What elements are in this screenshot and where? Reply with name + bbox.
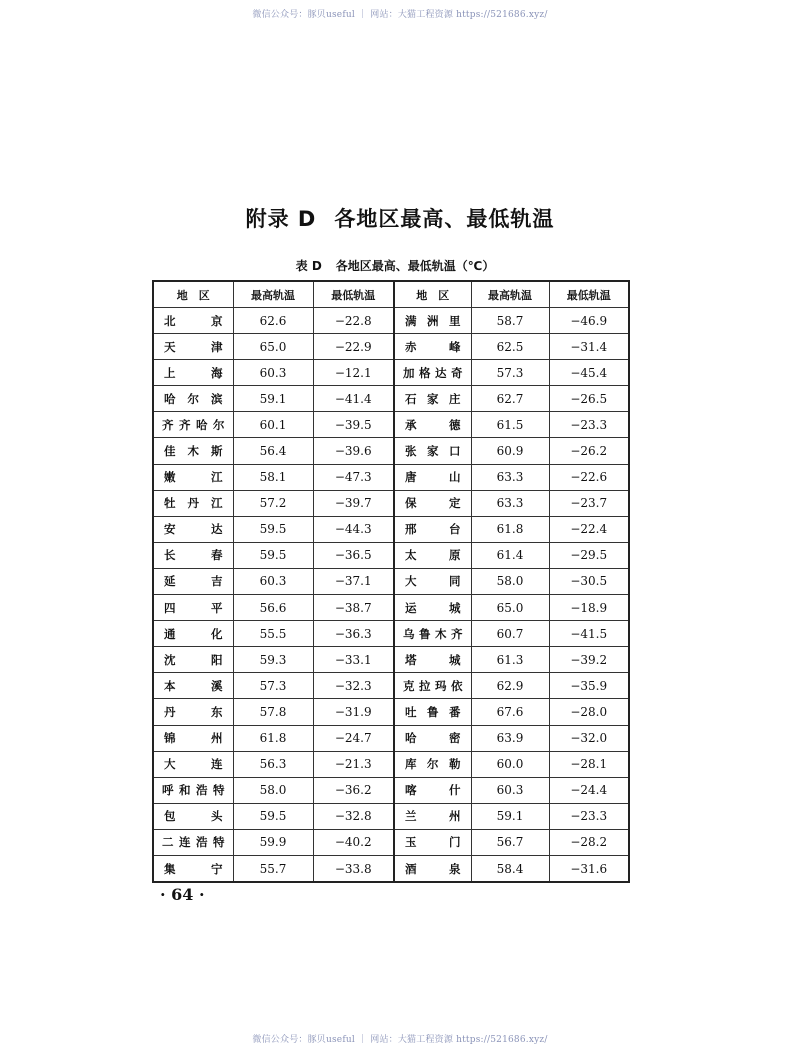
max-temp-cell: 65.0 [471,595,549,621]
region-cell: 丹东 [153,699,233,725]
min-temp-cell: −26.5 [549,386,629,412]
max-temp-cell: 63.3 [471,464,549,490]
min-temp-cell: −28.0 [549,699,629,725]
min-temp-cell: −23.3 [549,803,629,829]
max-temp-cell: 60.0 [471,751,549,777]
region-cell: 库尔勒 [394,751,471,777]
region-cell: 集宁 [153,855,233,882]
min-temp-cell: −23.3 [549,412,629,438]
appendix-title: 各地区最高、最低轨温 [334,207,555,231]
table-row [153,568,629,594]
table-row [153,829,629,855]
header-min-temp-left: 最低轨温 [313,281,394,308]
region-cell: 上海 [153,360,233,386]
min-temp-cell: −39.6 [313,438,394,464]
table-caption-text: 各地区最高、最低轨温（℃） [335,259,495,273]
min-temp-cell: −41.5 [549,621,629,647]
min-temp-cell: −36.5 [313,542,394,568]
max-temp-cell: 61.4 [471,542,549,568]
table-row [153,490,629,516]
table-row [153,464,629,490]
region-cell: 哈尔滨 [153,386,233,412]
max-temp-cell: 61.5 [471,412,549,438]
max-temp-cell: 60.7 [471,621,549,647]
max-temp-cell: 58.7 [471,308,549,334]
table-row [153,855,629,882]
region-cell: 喀什 [394,777,471,803]
min-temp-cell: −32.0 [549,725,629,751]
region-cell: 塔城 [394,647,471,673]
max-temp-cell: 60.3 [233,568,313,594]
max-temp-cell: 58.4 [471,855,549,882]
region-cell: 安达 [153,516,233,542]
max-temp-cell: 60.9 [471,438,549,464]
table-label: 表 D [295,259,322,273]
page-title [0,203,800,233]
region-cell: 本溪 [153,673,233,699]
watermark-top: 微信公众号：豚贝useful ｜ 网站：大猫工程资源 https://521686.xyz/ [252,10,548,20]
region-cell: 赤峰 [394,334,471,360]
min-temp-cell: −45.4 [549,360,629,386]
region-cell: 克拉玛依 [394,673,471,699]
max-temp-cell: 59.5 [233,542,313,568]
header-max-temp-right: 最高轨温 [471,281,549,308]
max-temp-cell: 59.9 [233,829,313,855]
max-temp-cell: 62.7 [471,386,549,412]
max-temp-cell: 58.0 [471,568,549,594]
min-temp-cell: −21.3 [313,751,394,777]
max-temp-cell: 65.0 [233,334,313,360]
region-cell: 四平 [153,595,233,621]
region-cell: 玉门 [394,829,471,855]
max-temp-cell: 57.8 [233,699,313,725]
min-temp-cell: −39.5 [313,412,394,438]
max-temp-cell: 57.3 [233,673,313,699]
min-temp-cell: −46.9 [549,308,629,334]
region-cell: 邢台 [394,516,471,542]
min-temp-cell: −39.2 [549,647,629,673]
min-temp-cell: −28.2 [549,829,629,855]
region-cell: 承德 [394,412,471,438]
region-cell: 牡丹江 [153,490,233,516]
table-caption [0,257,790,274]
min-temp-cell: −39.7 [313,490,394,516]
table-row [153,542,629,568]
max-temp-cell: 61.8 [233,725,313,751]
region-cell: 沈阳 [153,647,233,673]
min-temp-cell: −37.1 [313,568,394,594]
appendix-label: 附录 D [245,207,317,231]
min-temp-cell: −40.2 [313,829,394,855]
table-row [153,647,629,673]
min-temp-cell: −47.3 [313,464,394,490]
max-temp-cell: 58.0 [233,777,313,803]
min-temp-cell: −31.4 [549,334,629,360]
max-temp-cell: 56.7 [471,829,549,855]
max-temp-cell: 61.3 [471,647,549,673]
max-temp-cell: 59.1 [471,803,549,829]
min-temp-cell: −33.8 [313,855,394,882]
min-temp-cell: −36.2 [313,777,394,803]
region-cell: 乌鲁木齐 [394,621,471,647]
region-cell: 嫩江 [153,464,233,490]
table-row [153,751,629,777]
min-temp-cell: −22.4 [549,516,629,542]
region-cell: 天津 [153,334,233,360]
table-row [153,595,629,621]
min-temp-cell: −24.7 [313,725,394,751]
region-cell: 通化 [153,621,233,647]
region-cell: 吐鲁番 [394,699,471,725]
table-header-row [153,281,629,308]
table-row [153,412,629,438]
region-cell: 兰州 [394,803,471,829]
table-row [153,673,629,699]
min-temp-cell: −32.8 [313,803,394,829]
min-temp-cell: −28.1 [549,751,629,777]
header-max-temp-left: 最高轨温 [233,281,313,308]
min-temp-cell: −41.4 [313,386,394,412]
watermark-bottom: 微信公众号：豚贝useful ｜ 网站：大猫工程资源 https://521686.xyz/ [252,1035,548,1045]
table-row [153,308,629,334]
region-cell: 延吉 [153,568,233,594]
min-temp-cell: −29.5 [549,542,629,568]
region-cell: 运城 [394,595,471,621]
region-cell: 哈密 [394,725,471,751]
region-cell: 唐山 [394,464,471,490]
region-cell: 佳木斯 [153,438,233,464]
max-temp-cell: 63.3 [471,490,549,516]
max-temp-cell: 59.5 [233,516,313,542]
region-cell: 大同 [394,568,471,594]
min-temp-cell: −12.1 [313,360,394,386]
table-row [153,621,629,647]
max-temp-cell: 60.3 [471,777,549,803]
max-temp-cell: 62.9 [471,673,549,699]
max-temp-cell: 62.6 [233,308,313,334]
max-temp-cell: 63.9 [471,725,549,751]
region-cell: 北京 [153,308,233,334]
region-cell: 满洲里 [394,308,471,334]
min-temp-cell: −44.3 [313,516,394,542]
min-temp-cell: −18.9 [549,595,629,621]
table-row [153,725,629,751]
region-cell: 锦州 [153,725,233,751]
region-cell: 长春 [153,542,233,568]
min-temp-cell: −38.7 [313,595,394,621]
min-temp-cell: −31.9 [313,699,394,725]
min-temp-cell: −23.7 [549,490,629,516]
max-temp-cell: 55.7 [233,855,313,882]
min-temp-cell: −22.9 [313,334,394,360]
max-temp-cell: 60.1 [233,412,313,438]
max-temp-cell: 60.3 [233,360,313,386]
region-cell: 齐齐哈尔 [153,412,233,438]
min-temp-cell: −22.8 [313,308,394,334]
max-temp-cell: 61.8 [471,516,549,542]
rail-temperature-table [152,280,630,883]
max-temp-cell: 57.3 [471,360,549,386]
min-temp-cell: −31.6 [549,855,629,882]
header-min-temp-right: 最低轨温 [549,281,629,308]
max-temp-cell: 55.5 [233,621,313,647]
table-row [153,777,629,803]
table-row [153,516,629,542]
region-cell: 呼和浩特 [153,777,233,803]
min-temp-cell: −36.3 [313,621,394,647]
min-temp-cell: −30.5 [549,568,629,594]
min-temp-cell: −24.4 [549,777,629,803]
table-row [153,699,629,725]
max-temp-cell: 59.1 [233,386,313,412]
region-cell: 酒泉 [394,855,471,882]
region-cell: 保定 [394,490,471,516]
table-row [153,360,629,386]
min-temp-cell: −26.2 [549,438,629,464]
max-temp-cell: 58.1 [233,464,313,490]
max-temp-cell: 56.6 [233,595,313,621]
table-row [153,386,629,412]
region-cell: 二连浩特 [153,829,233,855]
max-temp-cell: 59.3 [233,647,313,673]
table-row [153,803,629,829]
max-temp-cell: 57.2 [233,490,313,516]
region-cell: 包头 [153,803,233,829]
max-temp-cell: 56.3 [233,751,313,777]
max-temp-cell: 67.6 [471,699,549,725]
min-temp-cell: −33.1 [313,647,394,673]
region-cell: 张家口 [394,438,471,464]
max-temp-cell: 56.4 [233,438,313,464]
region-cell: 太原 [394,542,471,568]
region-cell: 石家庄 [394,386,471,412]
table-row [153,334,629,360]
header-region-right: 地 区 [394,281,471,308]
page-number: · 64 · [160,885,205,904]
min-temp-cell: −35.9 [549,673,629,699]
max-temp-cell: 59.5 [233,803,313,829]
region-cell: 加格达奇 [394,360,471,386]
header-region-left: 地 区 [153,281,233,308]
min-temp-cell: −32.3 [313,673,394,699]
min-temp-cell: −22.6 [549,464,629,490]
table-row [153,438,629,464]
region-cell: 大连 [153,751,233,777]
max-temp-cell: 62.5 [471,334,549,360]
